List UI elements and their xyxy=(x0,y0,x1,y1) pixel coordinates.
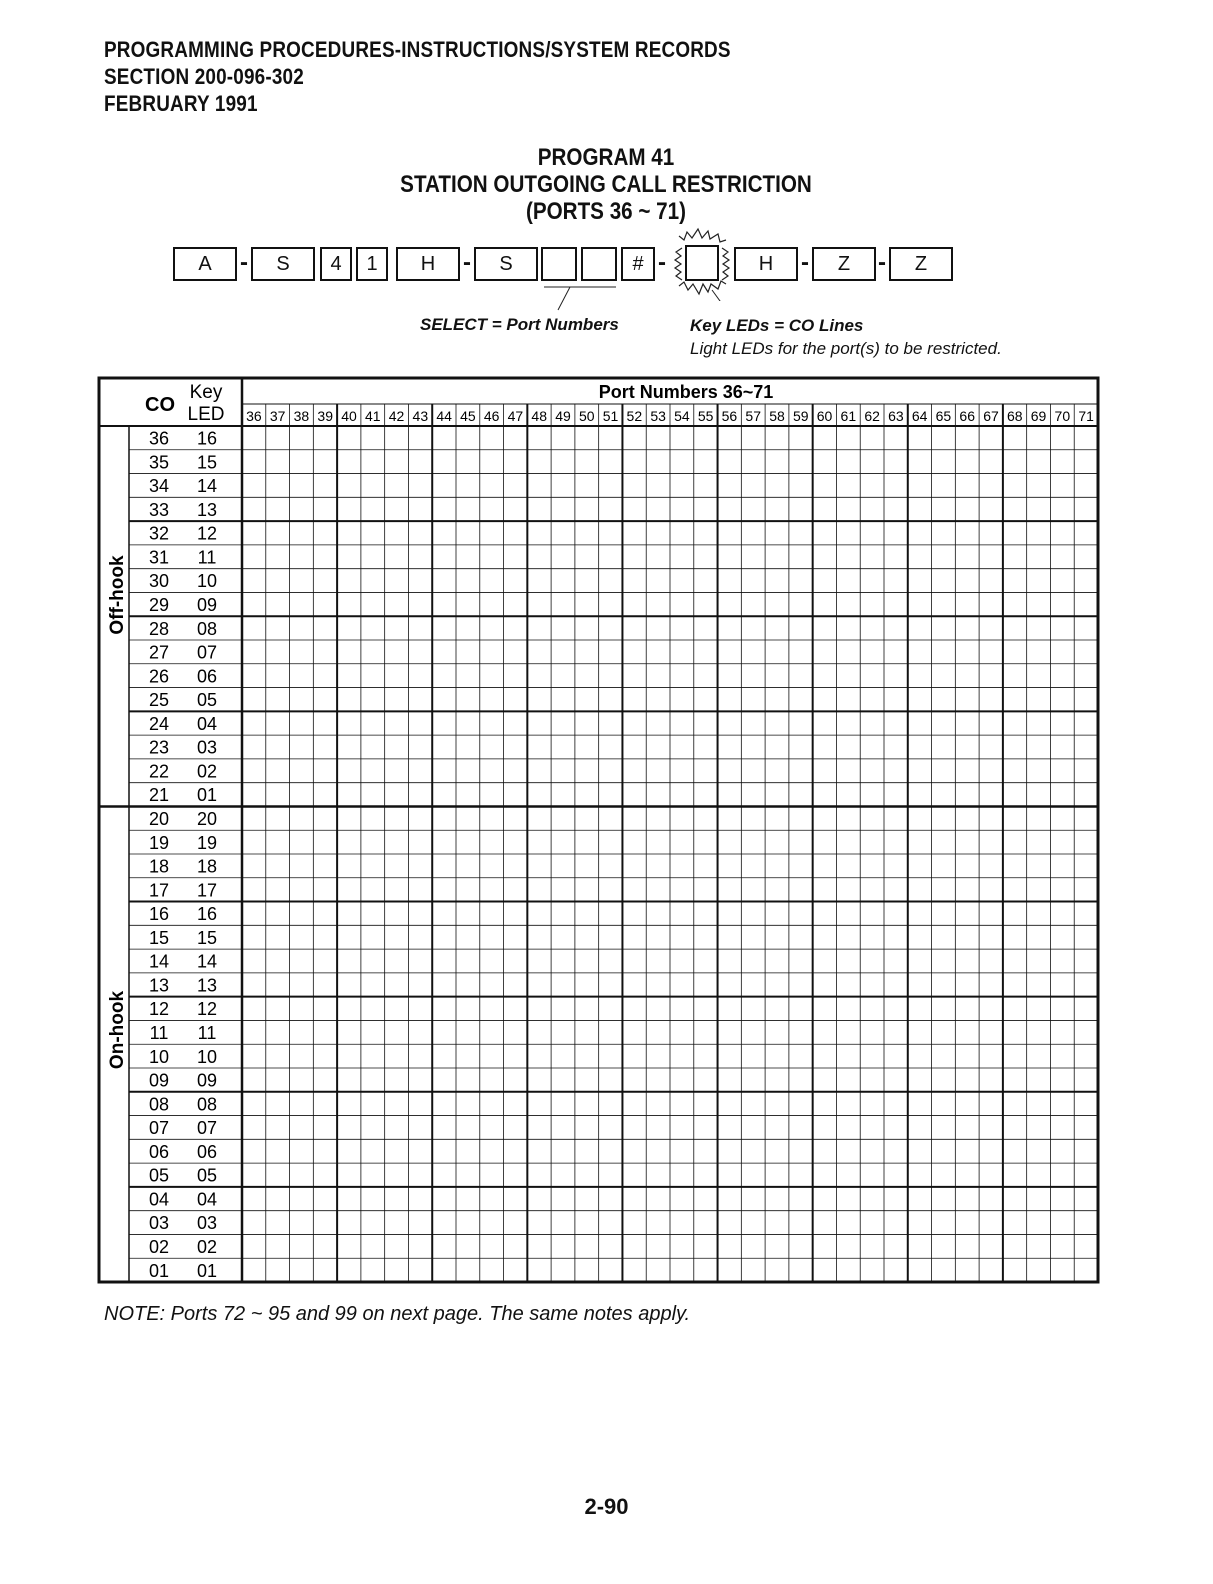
co-line-label: 18 xyxy=(148,856,170,877)
key-led-label: 08 xyxy=(196,1094,218,1115)
port-number-label: 70 xyxy=(1054,408,1071,424)
port-number-label: 58 xyxy=(769,408,785,424)
key-box-4: 4 xyxy=(320,247,352,281)
key-led-label: 05 xyxy=(196,690,218,711)
port-number-label: 59 xyxy=(792,408,809,424)
grid-lines xyxy=(99,378,1098,1282)
co-line-label: 20 xyxy=(148,808,170,829)
port-number-label: 44 xyxy=(436,408,452,424)
port-number-label: 40 xyxy=(341,408,357,424)
co-line-label: 07 xyxy=(148,1118,170,1139)
key-led-label: 04 xyxy=(196,713,218,734)
key-led-label: 02 xyxy=(196,761,218,782)
key-led-label: 14 xyxy=(196,476,218,497)
port-number-label: 55 xyxy=(697,408,714,424)
program-title-line-1: PROGRAM 41 xyxy=(537,144,675,171)
port-number-label: 54 xyxy=(674,408,690,424)
header-line-2: SECTION 200-096-302 xyxy=(104,64,304,89)
footnote: NOTE: Ports 72 ~ 95 and 99 on next page. The same notes apply. xyxy=(104,1303,691,1325)
co-line-label: 16 xyxy=(148,904,170,925)
co-line-label: 09 xyxy=(148,1070,170,1091)
key-dash: - xyxy=(878,249,886,276)
co-line-label: 02 xyxy=(148,1236,170,1257)
port-number-label: 46 xyxy=(483,408,500,424)
key-box-z: Z xyxy=(889,247,953,281)
co-line-label: 28 xyxy=(148,618,170,639)
program-title-line-3: (PORTS 36 ~ 71) xyxy=(525,198,687,225)
co-line-label: 03 xyxy=(148,1213,170,1234)
key-led-label: 01 xyxy=(196,1260,218,1281)
key-box-a: A xyxy=(173,247,237,281)
co-line-label: 27 xyxy=(148,642,170,663)
key-led-label: 09 xyxy=(196,594,218,615)
key-led-label: 09 xyxy=(196,1070,218,1091)
key-led-label: 16 xyxy=(196,428,218,449)
co-line-label: 14 xyxy=(148,951,170,972)
port-number-label: 68 xyxy=(1006,408,1023,424)
program-title-line-2: STATION OUTGOING CALL RESTRICTION xyxy=(400,171,812,198)
key-box-z: Z xyxy=(812,247,876,281)
key-box-hash: # xyxy=(621,247,655,281)
key-led-label: 12 xyxy=(196,999,218,1020)
port-number-label: 47 xyxy=(507,408,524,424)
key-led-label: 17 xyxy=(196,880,218,901)
key-led-label: 20 xyxy=(196,808,218,829)
key-dash: - xyxy=(240,249,248,276)
co-line-label: 29 xyxy=(148,594,170,615)
co-line-label: 04 xyxy=(148,1189,170,1210)
header-line-1: PROGRAMMING PROCEDURES-INSTRUCTIONS/SYSTEM RECORDS xyxy=(104,37,731,62)
key-led-label: 13 xyxy=(196,499,218,520)
light-leds-annotation: Light LEDs for the port(s) to be restricted. xyxy=(690,339,1002,358)
port-number-label: 49 xyxy=(555,408,571,424)
co-line-label: 13 xyxy=(148,975,170,996)
key-led-label: 06 xyxy=(196,666,218,687)
key-led-label: 03 xyxy=(196,1213,218,1234)
co-line-label: 06 xyxy=(148,1141,170,1162)
onhook-label: On-hook xyxy=(107,990,128,1070)
co-line-label: 36 xyxy=(148,428,170,449)
co-line-label: 33 xyxy=(148,499,170,520)
port-number-label: 42 xyxy=(388,408,405,424)
key-box-s: S xyxy=(251,247,315,281)
key-led-label: 13 xyxy=(196,975,218,996)
co-line-label: 19 xyxy=(148,832,170,853)
offhook-label: Off-hook xyxy=(107,555,128,635)
co-line-label: 10 xyxy=(148,1046,170,1067)
co-line-label: 26 xyxy=(148,666,170,687)
header-line-3: FEBRUARY 1991 xyxy=(104,91,258,116)
port-number-label: 69 xyxy=(1030,408,1047,424)
port-number-label: 66 xyxy=(959,408,976,424)
key-led-label: 14 xyxy=(196,951,218,972)
port-number-label: 41 xyxy=(364,408,381,424)
port-number-label: 36 xyxy=(246,408,262,424)
port-number-label: 61 xyxy=(840,408,857,424)
key-led-label: 03 xyxy=(196,737,218,758)
port-number-label: 57 xyxy=(745,408,762,424)
co-header: CO xyxy=(145,394,175,416)
key-led-label: 02 xyxy=(196,1236,218,1257)
port-number-label: 48 xyxy=(531,408,548,424)
key-led-label: 10 xyxy=(196,1046,218,1067)
led-header: LED xyxy=(187,404,225,425)
key-box-h: H xyxy=(396,247,460,281)
co-line-label: 12 xyxy=(148,999,170,1020)
key-led-label: 15 xyxy=(196,927,218,948)
co-line-label: 11 xyxy=(149,1022,169,1043)
co-line-label: 31 xyxy=(148,547,170,568)
port-number-label: 53 xyxy=(650,408,666,424)
ports-title: Port Numbers 36~71 xyxy=(598,382,774,402)
key-header: Key xyxy=(189,382,223,403)
select-annotation: SELECT = Port Numbers xyxy=(420,315,619,334)
key-dash: - xyxy=(463,249,471,276)
key-dash: - xyxy=(801,249,809,276)
page-number: 2-90 xyxy=(584,1494,629,1519)
key-dash: - xyxy=(658,249,666,276)
port-number-label: 43 xyxy=(412,408,429,424)
key-led-label: 12 xyxy=(196,523,218,544)
co-line-label: 30 xyxy=(148,571,170,592)
co-line-label: 24 xyxy=(148,713,170,734)
port-number-label: 56 xyxy=(721,408,738,424)
key-leds-annotation: Key LEDs = CO Lines xyxy=(690,316,864,335)
co-line-label: 34 xyxy=(148,476,170,497)
port-number-label: 39 xyxy=(317,408,334,424)
key-led-label: 16 xyxy=(196,904,218,925)
key-led-label: 06 xyxy=(196,1141,218,1162)
key-led-label: 08 xyxy=(196,618,218,639)
key-box-h: H xyxy=(734,247,798,281)
co-line-label: 23 xyxy=(148,737,170,758)
key-led-label: 07 xyxy=(196,1118,218,1139)
key-box-1: 1 xyxy=(356,247,388,281)
key-led-label: 05 xyxy=(196,1165,218,1186)
key-led-label: 01 xyxy=(196,785,218,806)
key-led-label: 18 xyxy=(196,856,218,877)
row-labels xyxy=(149,429,217,1281)
port-number-label: 50 xyxy=(578,408,595,424)
co-line-label: 25 xyxy=(148,690,170,711)
key-led-label: 04 xyxy=(196,1189,218,1210)
co-line-label: 08 xyxy=(148,1094,170,1115)
port-number-label: 45 xyxy=(460,408,476,424)
co-line-label: 05 xyxy=(148,1165,170,1186)
co-line-label: 17 xyxy=(148,880,170,901)
co-line-label: 01 xyxy=(148,1260,170,1281)
co-line-label: 15 xyxy=(148,927,170,948)
key-box-s: S xyxy=(474,247,538,281)
port-number-label: 65 xyxy=(935,408,952,424)
port-number-label: 38 xyxy=(293,408,310,424)
co-line-label: 21 xyxy=(148,785,170,806)
port-number-label: 60 xyxy=(816,408,833,424)
co-line-label: 22 xyxy=(148,761,170,782)
key-led-label: 15 xyxy=(196,452,218,473)
port-number-label: 62 xyxy=(864,408,880,424)
key-led-label: 11 xyxy=(197,1022,217,1043)
port-number-label: 64 xyxy=(911,408,928,424)
key-led-label: 19 xyxy=(196,832,218,853)
port-number-label: 71 xyxy=(1078,408,1094,424)
port-number-label: 63 xyxy=(888,408,904,424)
key-led-label: 10 xyxy=(196,571,218,592)
port-number-label: 51 xyxy=(602,408,619,424)
co-line-label: 32 xyxy=(148,523,170,544)
co-line-label: 35 xyxy=(148,452,170,473)
port-number-label: 37 xyxy=(269,408,286,424)
key-led-label: 11 xyxy=(197,547,217,568)
key-led-label: 07 xyxy=(196,642,218,663)
port-number-label: 67 xyxy=(983,408,999,424)
port-number-label: 52 xyxy=(626,408,643,424)
